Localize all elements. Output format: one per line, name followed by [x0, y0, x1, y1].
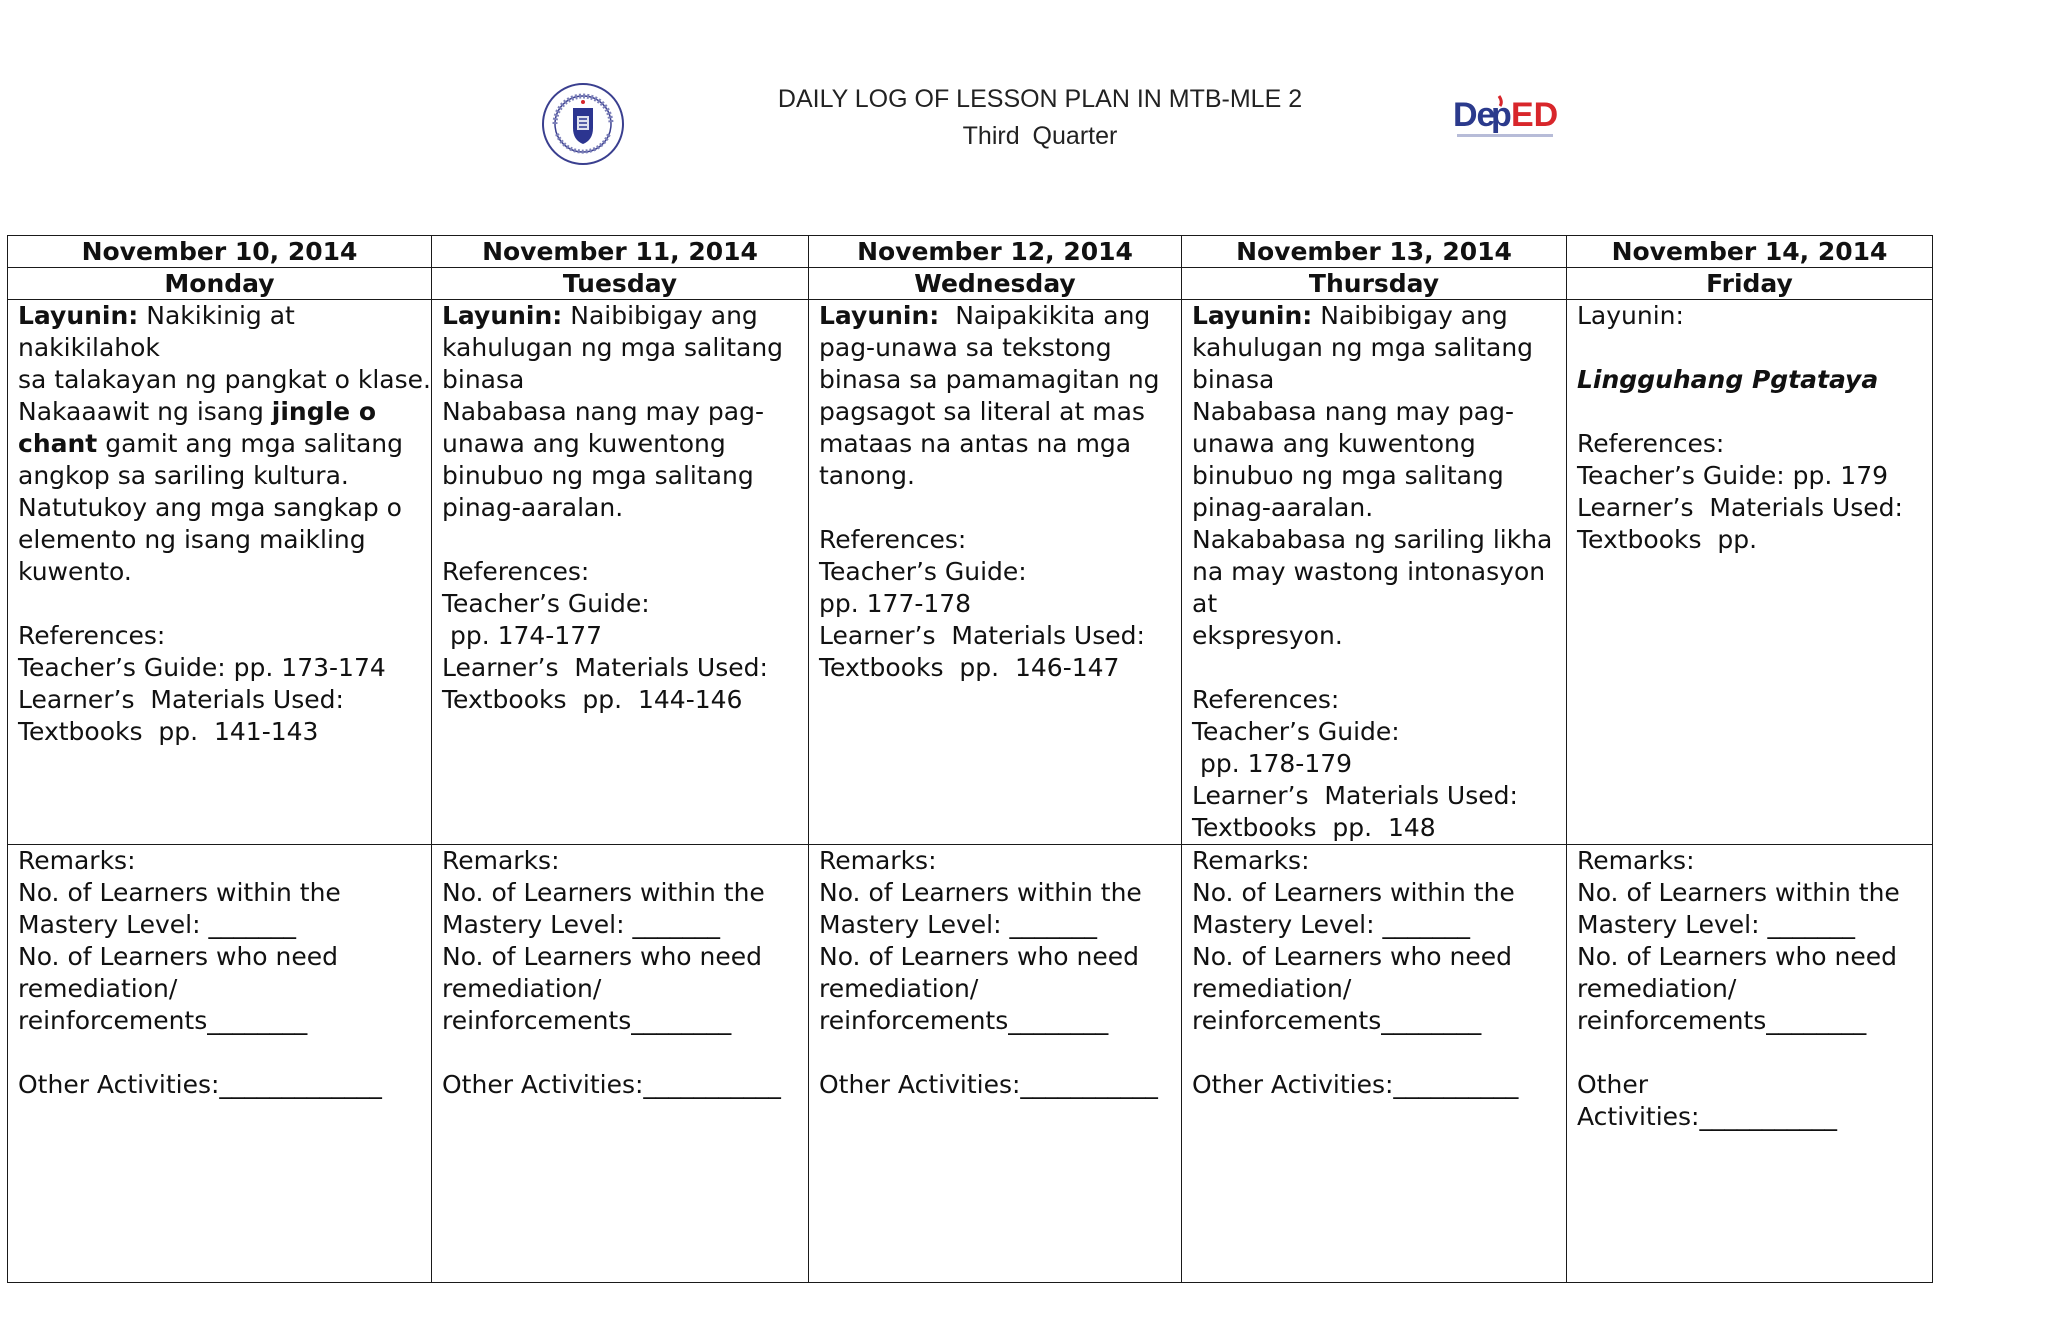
text-line: Layunin: Naipakikita ang: [819, 301, 1151, 330]
date-header: November 10, 2014: [8, 236, 432, 268]
text-line: Other Activities:___________: [442, 1070, 781, 1099]
text-line: kuwento.: [18, 557, 132, 586]
document-header: [0, 0, 2048, 200]
text-line: Remarks:: [442, 846, 560, 875]
text-line: Textbooks pp. 141-143: [18, 717, 319, 746]
date-header: November 13, 2014: [1182, 236, 1567, 268]
blank-line: [18, 1037, 431, 1069]
text-line: References:: [18, 621, 166, 650]
text-line: [1577, 364, 1932, 396]
document-subtitle: Third Quarter: [962, 122, 1118, 150]
text-line: No. of Learners within the: [1577, 878, 1900, 907]
text-line: No. of Learners who need: [442, 942, 763, 971]
text-line: Learner’s Materials Used:: [18, 685, 344, 714]
blank-line: [819, 492, 1181, 524]
text-line: reinforcements________: [819, 1006, 1109, 1035]
text-line: Nakaaawit ng isang jingle o: [18, 397, 377, 426]
objectives-row: [8, 300, 1933, 845]
svg-text:De: De: [1453, 96, 1495, 134]
text-line: remediation/: [1577, 974, 1737, 1003]
title-block: [640, 80, 1440, 154]
text-line: na may wastong intonasyon at: [1192, 557, 1554, 618]
text-line: pag-unawa sa tekstong: [819, 333, 1112, 362]
document-title: DAILY LOG OF LESSON PLAN IN MTB-MLE 2: [777, 85, 1303, 113]
text-line: Textbooks pp.: [1577, 525, 1758, 554]
text-line: No. of Learners who need: [819, 942, 1140, 971]
text-line: angkop sa sariling kultura.: [18, 461, 349, 490]
text-line: Other: [1577, 1070, 1648, 1099]
bold-text: chant: [18, 429, 98, 458]
text-line: pinag-aaralan.: [1192, 493, 1374, 522]
remarks-cell: [8, 845, 432, 1283]
text-line: Nababasa nang may pag-: [442, 397, 765, 426]
date-header-row: [8, 236, 1933, 268]
objectives-cell: [1182, 300, 1567, 845]
lesson-plan-table: [7, 235, 1933, 1283]
text-line: References:: [819, 525, 967, 554]
text-line: Nakababasa ng sariling likha: [1192, 525, 1553, 554]
date-header: November 14, 2014: [1567, 236, 1933, 268]
text-line: Layunin: Naibibigay ang: [1192, 301, 1508, 330]
text-line: Learner’s Materials Used:: [1577, 493, 1903, 522]
text-line: unawa ang kuwentong: [1192, 429, 1476, 458]
deped-seal-logo: [541, 82, 625, 166]
text-line: Layunin: Naibibigay ang: [442, 301, 758, 330]
text-line: Teacher’s Guide:: [442, 589, 650, 618]
text-line: References:: [1577, 429, 1725, 458]
text-line: Teacher’s Guide:: [1192, 717, 1400, 746]
text-line: remediation/: [18, 974, 178, 1003]
blank-line: [1192, 1037, 1566, 1069]
text-line: Remarks:: [819, 846, 937, 875]
text-line: reinforcements________: [1577, 1006, 1867, 1035]
text-line: sa talakayan ng pangkat o klase.: [18, 365, 431, 394]
blank-line: [442, 1037, 808, 1069]
blank-line: [1577, 1037, 1932, 1069]
text-line: Mastery Level: _______: [819, 910, 1097, 939]
text-line: Textbooks pp. 144-146: [442, 685, 743, 714]
text-line: chant gamit ang mga salitang: [18, 429, 403, 458]
blank-line: [18, 588, 431, 620]
text-line: kahulugan ng mga salitang: [1192, 333, 1534, 362]
objectives-cell: [8, 300, 432, 845]
objectives-cell: [432, 300, 809, 845]
date-header: November 11, 2014: [432, 236, 809, 268]
text-line: Mastery Level: _______: [1577, 910, 1855, 939]
blank-line: [442, 524, 808, 556]
text-line: unawa ang kuwentong: [442, 429, 726, 458]
blank-line: [1577, 332, 1932, 364]
text-line: Teacher’s Guide:: [819, 557, 1027, 586]
text-line: Teacher’s Guide: pp. 173-174: [18, 653, 386, 682]
text-line: Other Activities:___________: [819, 1070, 1158, 1099]
text-line: No. of Learners who need: [1577, 942, 1898, 971]
text-line: remediation/: [442, 974, 602, 1003]
text-line: pinag-aaralan.: [442, 493, 624, 522]
text-line: pp. 174-177: [442, 621, 603, 650]
svg-text:ED: ED: [1511, 96, 1559, 134]
text-line: binasa: [442, 365, 525, 394]
text-line: References:: [442, 557, 590, 586]
text-line: elemento ng isang maikling: [18, 525, 366, 554]
blank-line: [1192, 652, 1566, 684]
text-line: No. of Learners within the: [1192, 878, 1515, 907]
weekday-header: Monday: [8, 268, 432, 300]
weekday-header: Friday: [1567, 268, 1933, 300]
text-line: remediation/: [819, 974, 979, 1003]
text-line: Other Activities:__________: [1192, 1070, 1519, 1099]
text-line: Mastery Level: _______: [442, 910, 720, 939]
text-line: binubuo ng mga salitang: [1192, 461, 1504, 490]
bold-text: Layunin:: [18, 301, 139, 330]
text-line: reinforcements________: [442, 1006, 732, 1035]
text-line: mataas na antas na mga: [819, 429, 1132, 458]
weekday-header-row: [8, 268, 1933, 300]
remarks-cell: [809, 845, 1182, 1283]
text-line: Teacher’s Guide: pp. 179: [1577, 461, 1889, 490]
text-line: Natutukoy ang mga sangkap o: [18, 493, 402, 522]
objectives-cell: [809, 300, 1182, 845]
text-line: reinforcements________: [1192, 1006, 1482, 1035]
text-line: binasa: [1192, 365, 1275, 394]
text-line: Learner’s Materials Used:: [819, 621, 1145, 650]
objectives-cell: [1567, 300, 1933, 845]
bold-text: Layunin:: [1192, 301, 1313, 330]
bold-text: jingle o: [271, 397, 377, 426]
text-line: Nababasa nang may pag-: [1192, 397, 1515, 426]
remarks-cell: [1182, 845, 1567, 1283]
text-line: pagsagot sa literal at mas: [819, 397, 1145, 426]
text-line: Other Activities:_____________: [18, 1070, 382, 1099]
text-line: References:: [1192, 685, 1340, 714]
deped-logo: [1451, 92, 1561, 146]
text-line: binubuo ng mga salitang: [442, 461, 754, 490]
text-line: remediation/: [1192, 974, 1352, 1003]
text-line: Layunin: Nakikinig at nakikilahok: [18, 301, 303, 362]
weekday-header: Thursday: [1182, 268, 1567, 300]
text-line: binasa sa pamamagitan ng: [819, 365, 1160, 394]
text-line: Remarks:: [1192, 846, 1310, 875]
text-line: kahulugan ng mga salitang: [442, 333, 784, 362]
text-line: Layunin:: [1577, 301, 1684, 330]
weekday-header: Wednesday: [809, 268, 1182, 300]
text-line: Textbooks pp. 146-147: [819, 653, 1120, 682]
text-line: ekspresyon.: [1192, 621, 1343, 650]
bold-text: Layunin:: [819, 301, 940, 330]
text-line: tanong.: [819, 461, 915, 490]
blank-line: [1577, 396, 1932, 428]
text-line: Activities:___________: [1577, 1102, 1837, 1131]
weekday-header: Tuesday: [432, 268, 809, 300]
text-line: Textbooks pp. 148: [1192, 813, 1436, 842]
date-header: November 12, 2014: [809, 236, 1182, 268]
text-line: Learner’s Materials Used:: [442, 653, 768, 682]
text-line: Remarks:: [18, 846, 136, 875]
bold-text: Layunin:: [442, 301, 563, 330]
text-line: pp. 177-178: [819, 589, 972, 618]
text-line: No. of Learners within the: [442, 878, 765, 907]
text-line: pp. 178-179: [1192, 749, 1353, 778]
text-line: Mastery Level: _______: [18, 910, 296, 939]
text-line: Mastery Level: _______: [1192, 910, 1470, 939]
remarks-row: [8, 845, 1933, 1283]
remarks-cell: [432, 845, 809, 1283]
text-line: No. of Learners within the: [819, 878, 1142, 907]
text-line: reinforcements________: [18, 1006, 308, 1035]
svg-text:p: p: [1491, 96, 1512, 134]
text-line: Remarks:: [1577, 846, 1695, 875]
remarks-cell: [1567, 845, 1933, 1283]
text-line: Learner’s Materials Used:: [1192, 781, 1518, 810]
blank-line: [819, 1037, 1181, 1069]
text-line: No. of Learners within the: [18, 878, 341, 907]
text-line: No. of Learners who need: [18, 942, 339, 971]
bold-italic-text: Lingguhang Pgtataya: [1577, 365, 1879, 394]
text-line: No. of Learners who need: [1192, 942, 1513, 971]
